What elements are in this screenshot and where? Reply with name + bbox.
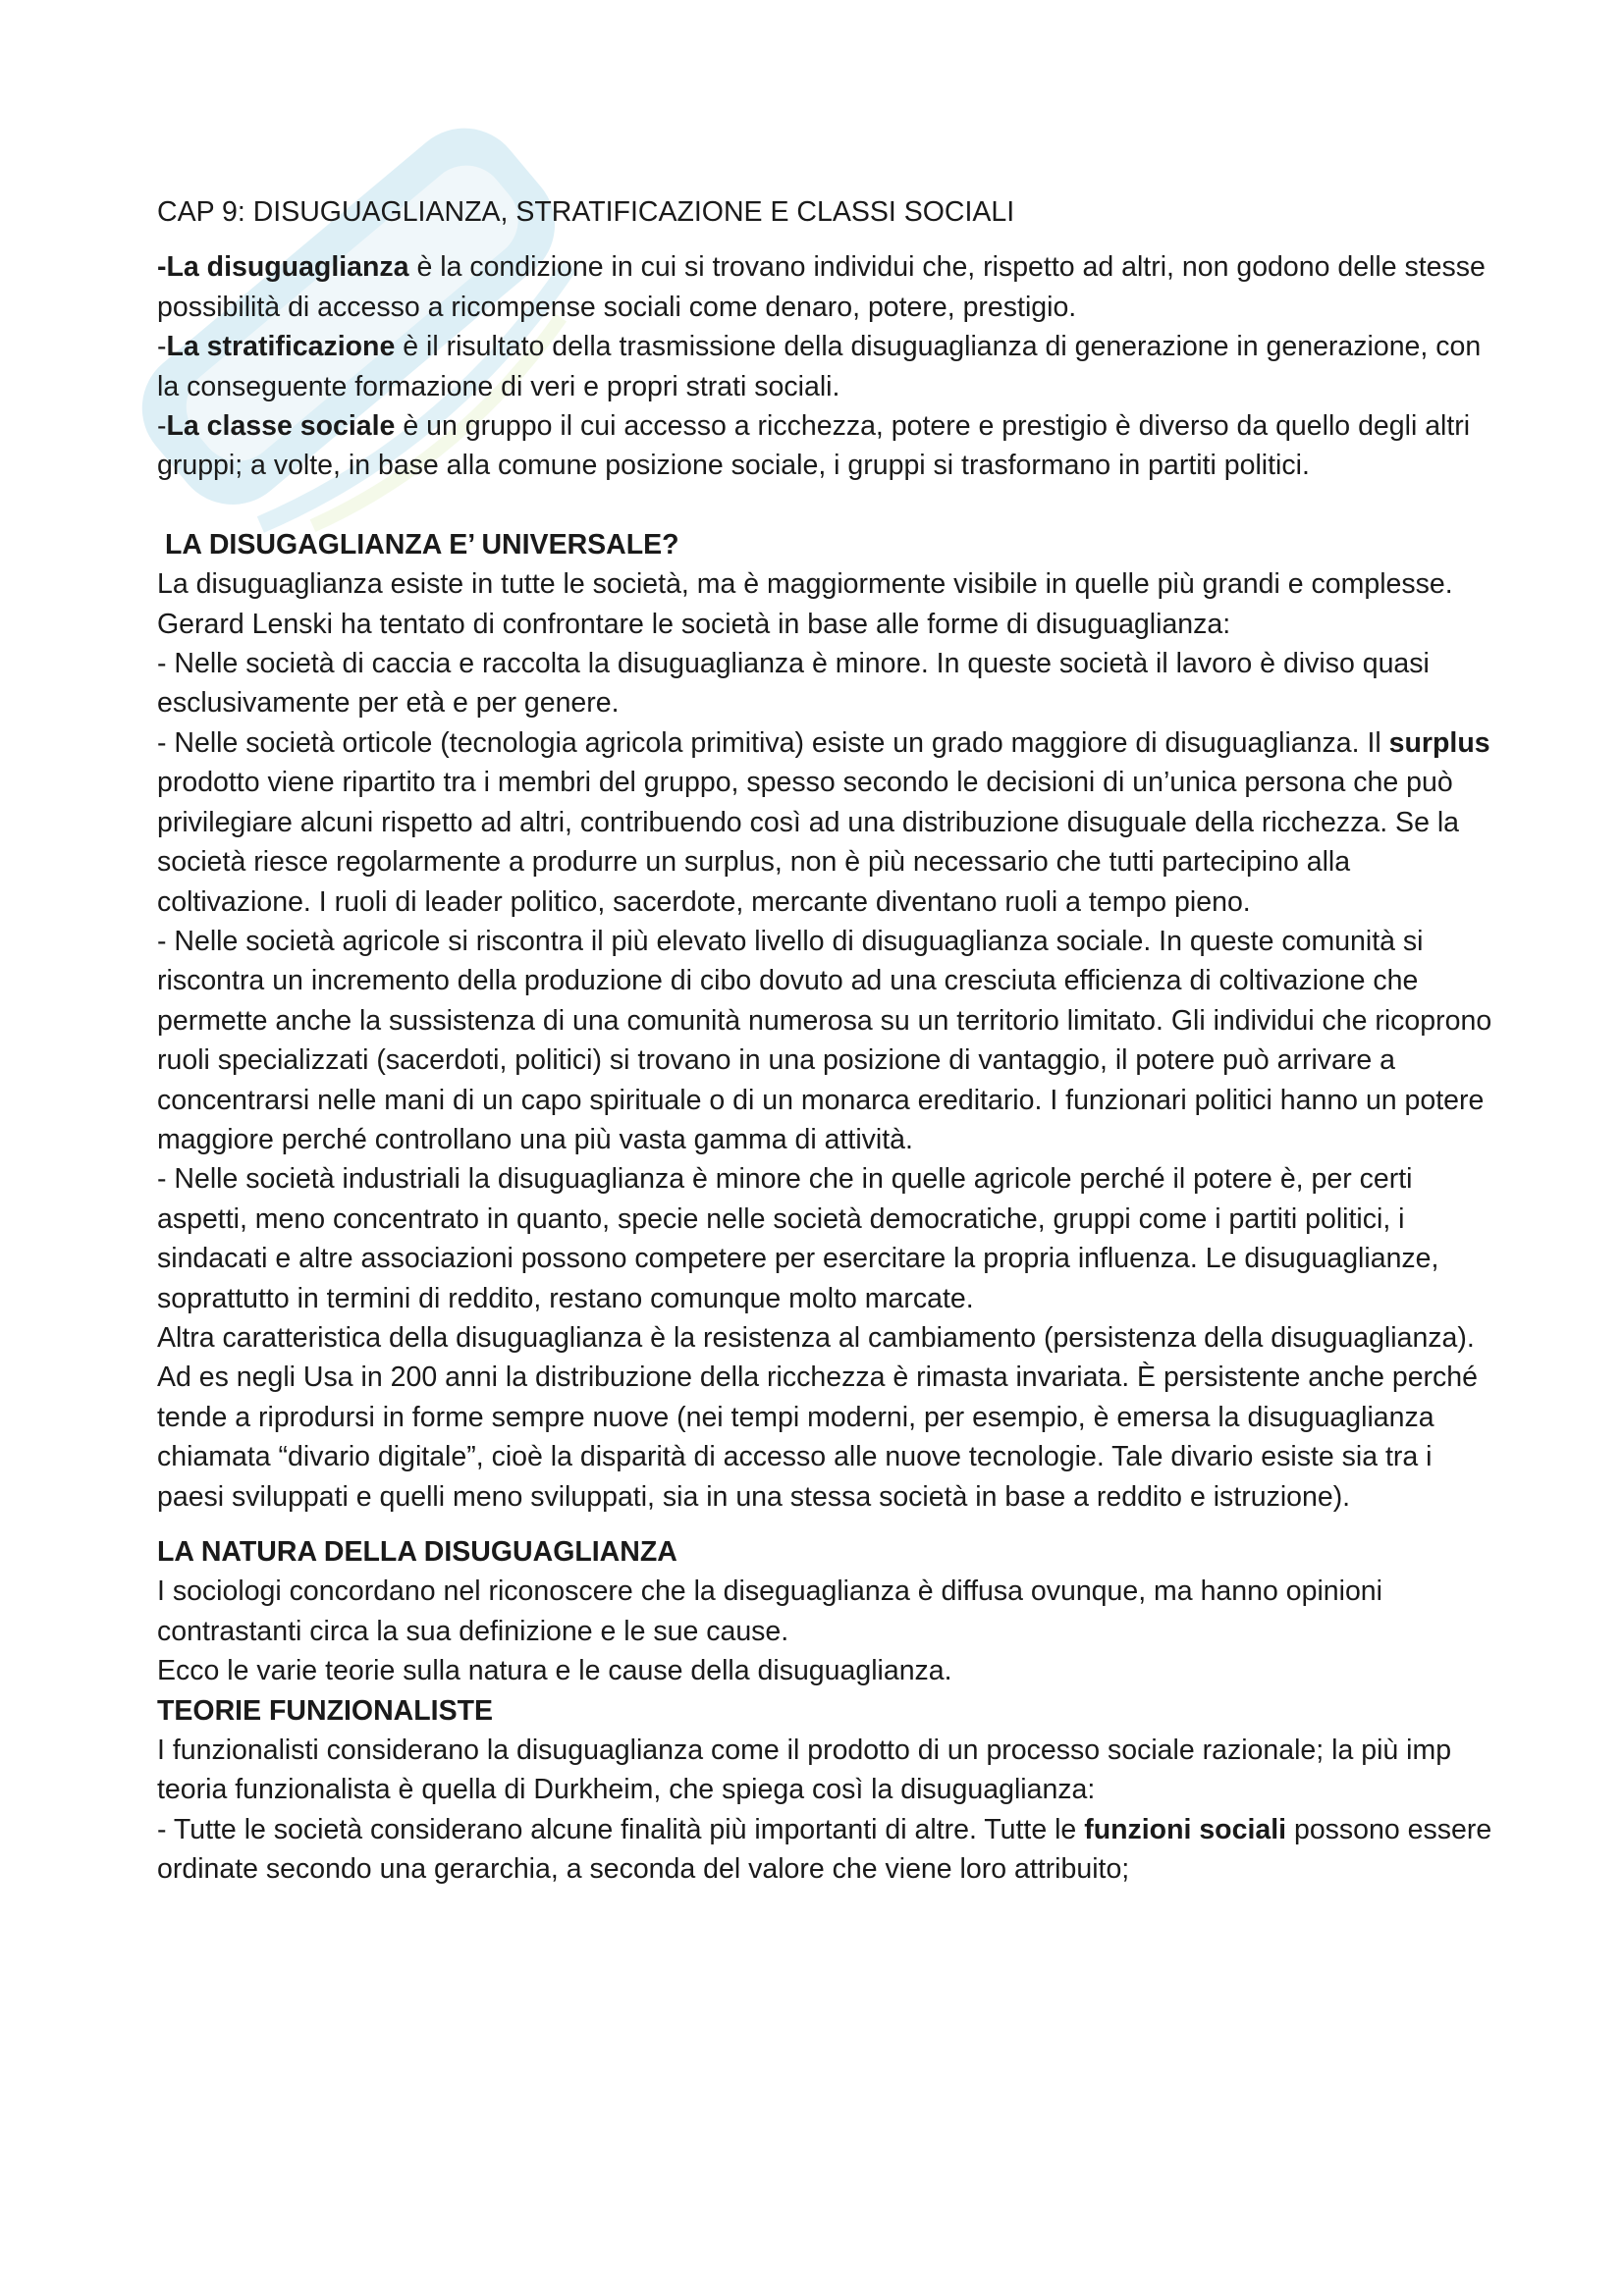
paragraph-persistenza: Altra caratteristica della disuguaglianza è la resistenza al cambiamento (persistenza della disuguaglianza). Ad es negli Usa in 200 anni la distribuzione della ricchezza è rimasta invariata. È persistente anche perché tende a riprodursi in forme sempre nuove (nei tempi moderni, per esempio, è emersa la disuguaglianza chiamata “divario digitale”, cioè la disparità di accesso alle nuove tecnologie. Tale divario esiste sia tra i paesi sviluppati e quelli meno sviluppati, sia in una stessa società in base a reddito e istruzione). <box>157 1321 1478 1513</box>
paragraph-caccia-raccolta: - Nelle società di caccia e raccolta la disuguaglianza è minore. In queste società il lavoro è diviso quasi esclusivamente per età e per genere. <box>157 648 1430 720</box>
text-segment: prodotto viene ripartito tra i membri del gruppo, spesso secondo le decisioni di un’unica persona che può privilegiare alcuni rispetto ad altri, contribuendo così ad una distribuzione disuguale della ricchezza. Se la società riesce regolarmente a produrre un surplus, non è più necessario che tutti partecipino alla coltivazione. I ruoli di leader politico, sacerdote, mercante diventano ruoli a tempo pieno. <box>157 767 1460 918</box>
definition-prefix: - <box>157 331 167 363</box>
paragraph-funzioni-sociali <box>157 1810 1492 1890</box>
definition-term: La disuguaglianza <box>166 251 409 284</box>
definition-term: La stratificazione <box>166 331 396 363</box>
paragraph-sociologi: I sociologi concordano nel riconoscere che la diseguaglianza è diffusa ovunque, ma hanno opinioni contrastanti circa la sua definizione e le sue cause. <box>157 1575 1382 1647</box>
text-segment: - Tutte le società considerano alcune finalità più importanti di altre. Tutte le <box>157 1813 1085 1845</box>
term-surplus: surplus <box>1388 726 1490 759</box>
definition-prefix: - <box>157 251 167 284</box>
document-page <box>157 192 1492 1890</box>
definition-text: è la condizione in cui si trovano individui che, rispetto ad altri, non godono delle stesse possibilità di accesso a ricompense sociali come denaro, potere, prestigio. <box>157 251 1486 323</box>
paragraph-funzionalisti: I funzionalisti considerano la disuguaglianza come il prodotto di un processo sociale razionale; la più imp teoria funzionalista è quella di Durkheim, che spiega così la disuguaglianza: <box>157 1735 1452 1806</box>
page-title: CAP 9: DISUGUAGLIANZA, STRATIFICAZIONE E CLASSI SOCIALI <box>157 196 1015 228</box>
text-segment: - Nelle società orticole (tecnologia agricola primitiva) esiste un grado maggiore di disuguaglianza. Il <box>157 726 1389 759</box>
subheading-funzionaliste: TEORIE FUNZIONALISTE <box>157 1694 493 1727</box>
definition-classe-sociale <box>157 406 1492 486</box>
definition-disuguaglianza <box>157 247 1492 327</box>
definition-stratificazione <box>157 327 1492 406</box>
text-segment: possono essere ordinate secondo una gerarchia, a seconda del valore che viene loro attribuito; <box>157 1813 1492 1886</box>
definition-text: è un gruppo il cui accesso a ricchezza, potere e prestigio è diverso da quello degli altri gruppi; a volte, in base alla comune posizione sociale, i gruppi si trasformano in partiti politici. <box>157 410 1471 482</box>
paragraph-intro: La disuguaglianza esiste in tutte le società, ma è maggiormente visibile in quelle più grandi e complesse. Gerard Lenski ha tentato di confrontare le società in base alle forme di disuguaglianza: <box>157 568 1453 640</box>
paragraph-agricole: - Nelle società agricole si riscontra il più elevato livello di disuguaglianza sociale. In queste comunità si riscontra un incremento della produzione di cibo dovuto ad una cresciuta efficienza di coltivazione che permette anche la sussistenza di una comunità numerosa su un territorio limitato. Gli individui che ricoprono ruoli specializzati (sacerdoti, politici) si trovano in una posizione di vantaggio, il potere può arrivare a concentrarsi nelle mani di un capo spirituale o di un monarca ereditario. I funzionari politici hanno un potere maggiore perché controllano una più vasta gamma di attività. <box>157 925 1492 1155</box>
section-heading-natura: LA NATURA DELLA DISUGUAGLIANZA <box>157 1536 677 1568</box>
definition-text: è il risultato della trasmissione della disuguaglianza di generazione in generazione, con la conseguente formazione di veri e propri strati sociali. <box>157 331 1482 402</box>
paragraph-industriali: - Nelle società industriali la disuguaglianza è minore che in quelle agricole perché il potere è, per certi aspetti, meno concentrato in quanto, specie nelle società democratiche, gruppi come i partiti politici, i sindacati e altre associazioni possono competere per esercitare la propria influenza. Le disuguaglianze, soprattutto in termini di reddito, restano comunque molto marcate. <box>157 1163 1439 1314</box>
paragraph-teorie-intro: Ecco le varie teorie sulla natura e le cause della disuguaglianza. <box>157 1655 952 1687</box>
section-heading-universale: LA DISUGAGLIANZA E’ UNIVERSALE? <box>165 528 679 561</box>
paragraph-orticole <box>157 723 1492 922</box>
term-funzioni-sociali: funzioni sociali <box>1084 1813 1287 1845</box>
definition-prefix: - <box>157 410 167 443</box>
definition-term: La classe sociale <box>166 410 396 443</box>
